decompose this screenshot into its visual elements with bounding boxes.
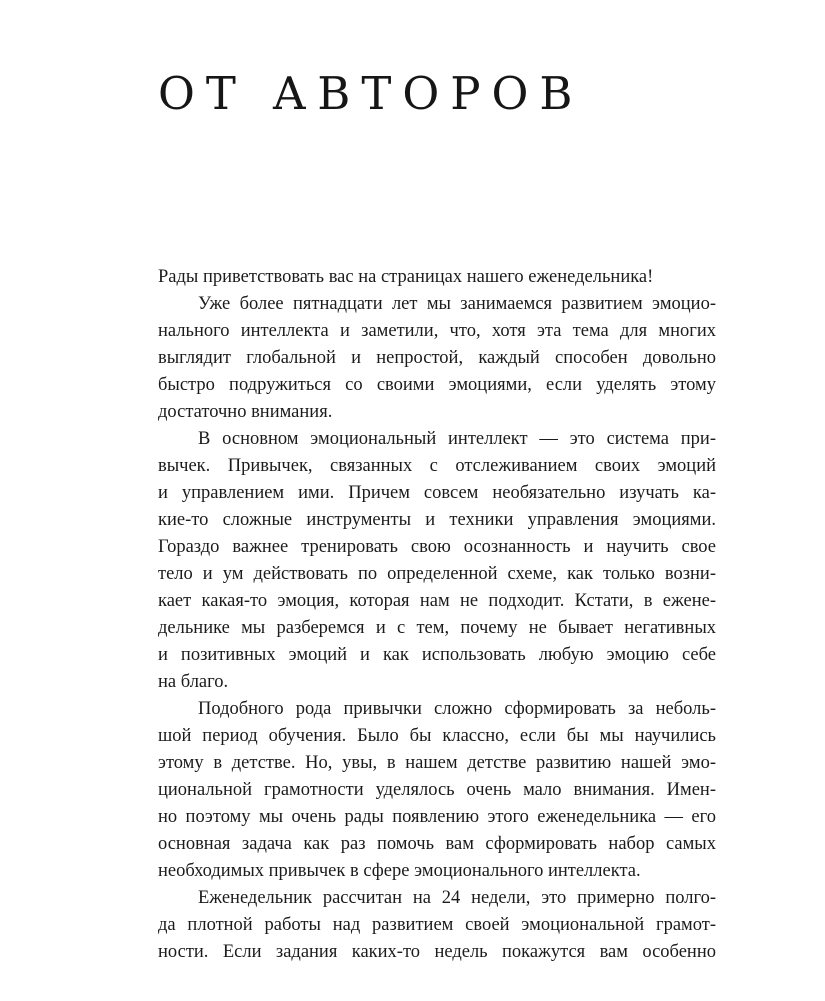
text-line: дельнике мы разберемся и с тем, почему не бывает негативных [158, 618, 716, 638]
text-line: шой период обучения. Было бы классно, если бы мы научились [158, 726, 716, 746]
text-line: Подобного рода привычки сложно сформировать за неболь- [198, 699, 716, 719]
body-text [158, 264, 716, 966]
text-line: да плотной работы над развитием своей эмоциональной грамот- [158, 915, 716, 935]
page-title: ОТ АВТОРОВ [158, 67, 584, 120]
text-line: на благо. [158, 672, 229, 692]
text-line: ности. Если задания каких-то недель покажутся вам особенно [158, 942, 716, 962]
text-line: и управлением ими. Причем совсем необязательно изучать ка- [158, 483, 716, 503]
text-line: выглядит глобальной и непростой, каждый способен довольно [158, 348, 716, 368]
text-line: кает какая-то эмоция, которая нам не подходит. Кстати, в ежене- [158, 591, 716, 611]
text-line: В основном эмоциональный интеллект — это система при- [198, 429, 716, 449]
text-line: Гораздо важнее тренировать свою осознанность и научить свое [158, 537, 716, 557]
text-line: Рады приветствовать вас на страницах нашего еженедельника! [158, 267, 654, 287]
text-line: вычек. Привычек, связанных с отслеживанием своих эмоций [158, 456, 716, 476]
text-line: тело и ум действовать по определенной схеме, как только возни- [158, 564, 716, 584]
text-line: быстро подружиться со своими эмоциями, если уделять этому [158, 375, 716, 395]
text-line: но поэтому мы очень рады появлению этого еженедельника — его [158, 807, 716, 827]
text-line: этому в детстве. Но, увы, в нашем детстве развитию нашей эмо- [158, 753, 716, 773]
text-line: и позитивных эмоций и как использовать любую эмоцию себе [158, 645, 716, 665]
text-line: кие-то сложные инструменты и техники управления эмоциями. [158, 510, 716, 530]
text-line: необходимых привычек в сфере эмоционального интеллекта. [158, 861, 641, 881]
text-line: нального интеллекта и заметили, что, хотя эта тема для многих [158, 321, 716, 341]
text-line: основная задача как раз помочь вам сформировать набор самых [158, 834, 716, 854]
text-line: Уже более пятнадцати лет мы занимаемся развитием эмоцио- [198, 294, 716, 314]
text-line: достаточно внимания. [158, 402, 333, 422]
text-line: циональной грамотности уделялось очень мало внимания. Имен- [158, 780, 716, 800]
text-line: Еженедельник рассчитан на 24 недели, это примерно полго- [198, 888, 716, 908]
